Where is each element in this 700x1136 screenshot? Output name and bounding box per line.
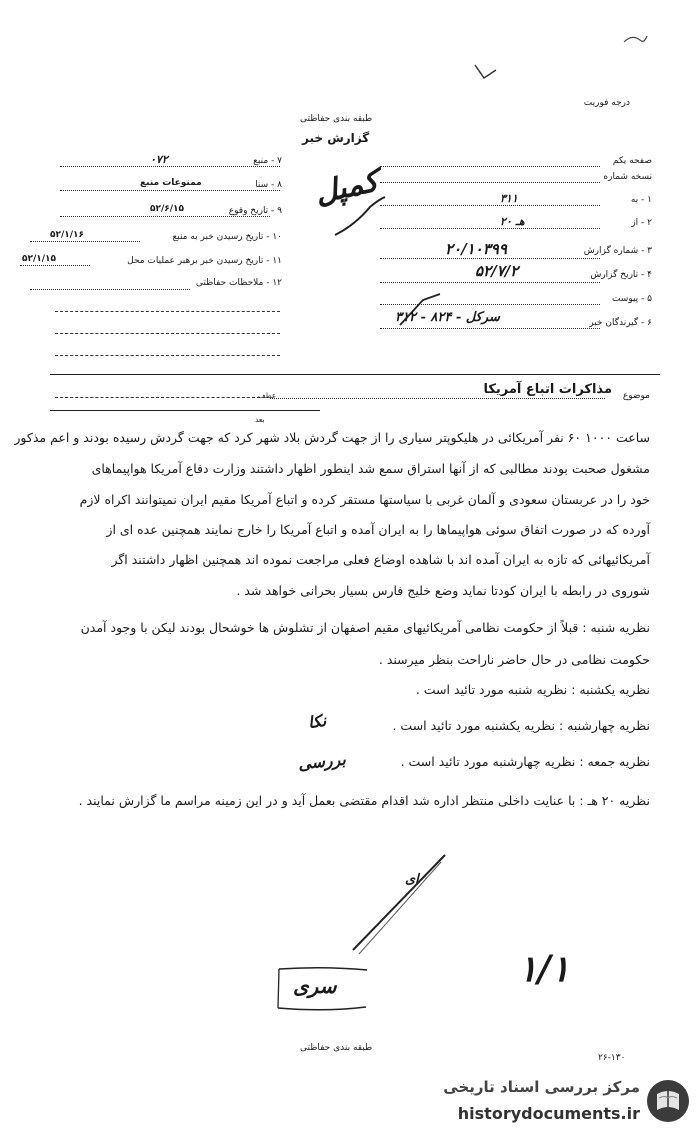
signature-stroke <box>330 195 390 245</box>
opinion-line: حکومت نظامی در حال حاضر ناراحت بنظر میرسند . <box>378 652 650 667</box>
diagonal-stroke <box>345 850 455 960</box>
field-value-from: ۲۰ هـ <box>500 215 525 228</box>
opinion-line: نظریه جمعه : نظریه چهارشنبه مورد تائید است . <box>400 754 650 769</box>
atf-value: بعد <box>255 415 265 424</box>
field-label-attachment: ۵ - پیوست <box>611 294 652 304</box>
body-line: آمریکائیهائی که تازه به ایران آمده اند با شاهده اوضاع فعلی مراجعت نموده اند همچنین اظهار داشتند اگر <box>111 552 650 567</box>
urgency-label: درجه فوریت <box>583 98 630 108</box>
field-value-event-date: ۵۲/۶/۱۵ <box>150 204 185 214</box>
field-label-recipients: ۶ - گیرندگان خبر <box>589 318 652 328</box>
watermark-url: historydocuments.ir <box>457 1104 640 1123</box>
field-value-sena: ممنوعات منبع <box>140 178 202 188</box>
watermark-title: مرکز بررسی اسناد تاریخی <box>443 1078 640 1096</box>
recipients-stroke <box>395 290 445 330</box>
report-title: گزارش خبر <box>302 131 370 145</box>
field-label-report-number: ۳ - شماره گزارش <box>583 246 652 256</box>
body-line: آورده که در صورت اتفاق سوئی هواپیماها را به ایران آمده و اتباع آمریکا را خارج نمایند همچنین عده ای از <box>106 522 650 537</box>
opinion-line: نظریه شنبه : قبلاً از حکومت نظامی آمریکائیهای مقیم اصفهان از تشلوش ها خوشحال بودند لیکن با وجود آمدن <box>80 620 650 635</box>
field-label-source-date: ۱۰ - تاریخ رسیدن خبر به منبع <box>172 232 282 242</box>
handwritten-signature: کمپل <box>312 163 382 212</box>
field-label-source: ۷ - منبع <box>253 156 282 166</box>
field-label-to: ۱ - به <box>630 195 652 205</box>
subject-label: موضوع <box>622 391 650 401</box>
handwritten-initial: نکا <box>306 710 328 733</box>
secret-mark-text: سری <box>293 974 337 998</box>
opinion-line: نظریه ۲۰ هـ : با عنایت داخلی منتظر اداره شد اقدام مقتضی بعمل آید و در این زمینه مراسم ما گزارش نمایند . <box>78 793 650 808</box>
body-line: مشغول صحبت بودند مطالبی که از آنها استراق سمع شد اینطور اظهار داشتند وزارت دفاع آمریکا هواپیماهای <box>91 461 650 476</box>
field-value-report-date: ۵۲/۷/۲ <box>475 262 519 280</box>
subject-value: مذاکرات اتباع آمریکا <box>483 382 612 397</box>
body-line: ساعت ۱۰۰۰ ۶۰ نفر آمریکائی در هلیکوپتر سیاری را از جهت گردش بلاد شهر کرد که جهت گردش رسیده بودند و اعم مذکور <box>14 430 650 445</box>
secret-stamp <box>275 966 370 1012</box>
field-label-event-date: ۹ - تاریخ وقوع <box>228 206 282 216</box>
field-value-source-date: ۵۲/۱/۱۶ <box>50 230 85 240</box>
atf-label: عطف <box>258 391 277 400</box>
field-label-report-date: ۴ - تاریخ گزارش <box>590 270 652 280</box>
document-code: ۲۶-۱۳۰ <box>598 1053 626 1063</box>
opinion-line: نظریه چهارشنبه : نظریه یکشنبه مورد تائید است . <box>392 718 650 733</box>
top-mark <box>470 62 500 84</box>
classification-top: طبقه بندی حفاظتی <box>300 114 373 124</box>
handwritten-initial: بررسی <box>297 749 347 774</box>
field-label-from: ۲ - از <box>631 218 652 228</box>
handwritten-mark: ای <box>405 872 419 887</box>
field-value-source: ۰۷۲ <box>150 153 168 166</box>
page-count-mark: ۱/۱ <box>518 948 570 990</box>
corner-mark-icon <box>620 30 650 50</box>
field-value-recipients: ۳۱۲ - ۸۲۴ - سرکل <box>395 310 500 325</box>
book-logo-icon <box>645 1078 691 1124</box>
watermark <box>410 1074 695 1130</box>
field-value-report-number: ۲۰/۱۰۳۹۹ <box>445 240 507 258</box>
field-value-ops-date: ۵۲/۱/۱۵ <box>22 254 57 264</box>
field-label-ops-date: ۱۱ - تاریخ رسیدن خبر برهبر عملیات محل <box>127 256 282 266</box>
field-label-copy: نسخه شماره <box>603 172 652 182</box>
body-line: شوروی در رابطه با ایران کودتا نماید وضع خلیج فارس بسیار بحرانی خواهد شد . <box>236 583 650 598</box>
classification-bottom: طبقه بندی حفاظتی <box>300 1043 373 1053</box>
body-line: خود را در عربستان سعودی و آلمان غربی با سیاستها مستقر کرده و اتباع آمریکا مقیم ایران نمیتوانند اکراه لازم <box>79 492 650 507</box>
field-label-security-notes: ۱۲ - ملاحظات حفاظتی <box>195 278 282 288</box>
opinion-line: نظریه یکشنبه : نظریه شنبه مورد تائید است . <box>415 682 650 697</box>
field-label-sena: ۸ - سنا <box>255 180 282 190</box>
field-value-to: ۳۱۱ <box>500 192 518 205</box>
field-label-page: صفحه یکم <box>612 156 652 166</box>
